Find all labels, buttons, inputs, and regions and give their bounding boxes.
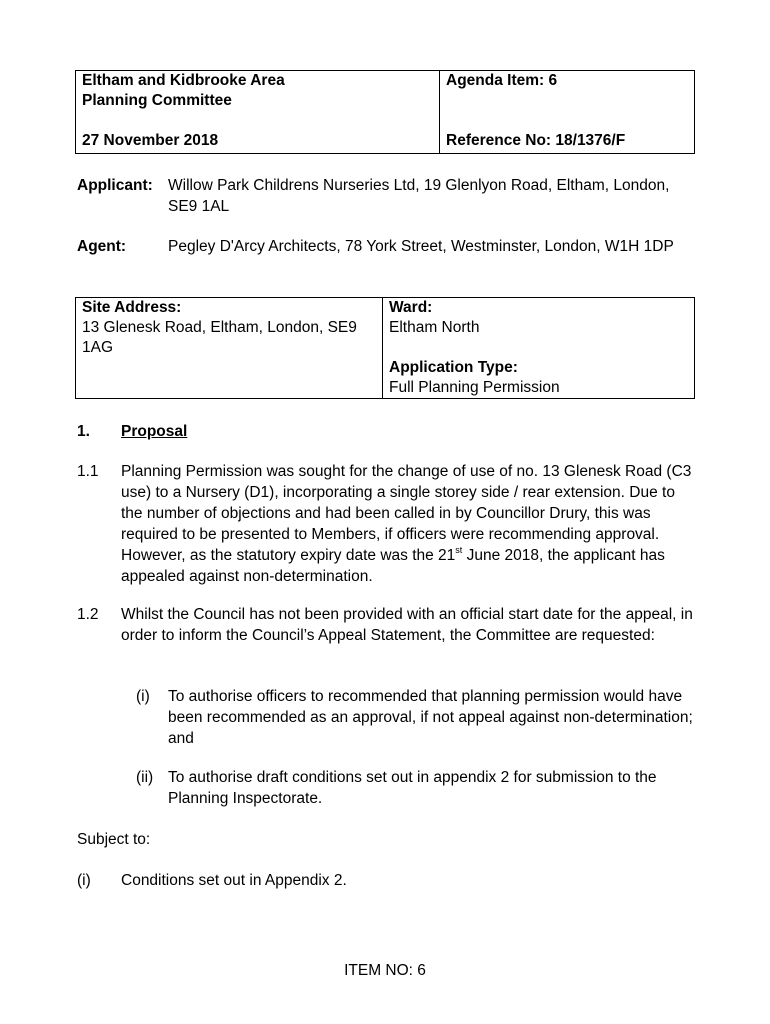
section-number: 1. (77, 423, 90, 440)
paragraph-number: 1.1 (77, 463, 99, 480)
page-footer: ITEM NO: 6 (344, 962, 426, 979)
committee-name-line1: Eltham and Kidbrooke Area (82, 72, 285, 89)
ordinal-suffix: st (455, 544, 463, 555)
applicant-row (77, 175, 697, 219)
site-address-value: 13 Glenesk Road, Eltham, London, SE9 1AG (82, 319, 357, 356)
paragraph-1-2 (77, 604, 697, 668)
condition-text: Conditions set out in Appendix 2. (121, 872, 347, 889)
paragraph-text-part-a: Planning Permission was sought for the change of use of no. 13 Glenesk Road (C3 use) to a Nursery (D1), incorporating a single storey side / rear extension. Due to the number of objections and had been called in by Councillor Drury, this was required to be presented to Members, if officers were recommending approval. However, as the statutory expiry date was the 21 (121, 463, 692, 564)
paragraph-1-1 (77, 461, 697, 587)
paragraph-number: 1.2 (77, 606, 99, 623)
agent-label: Agent: (77, 238, 127, 255)
site-address-cell (76, 298, 383, 399)
committee-name-line2: Planning Committee (82, 92, 232, 109)
condition-item (77, 870, 697, 892)
subitem-ii (136, 767, 696, 811)
agenda-item: Agenda Item: 6 (446, 72, 558, 89)
condition-number: (i) (77, 872, 91, 889)
application-type-value: Full Planning Permission (389, 379, 560, 396)
ward-cell (383, 298, 695, 399)
paragraph-text: Whilst the Council has not been provided with an official start date for the appeal, in order to inform the Council’s Appeal Statement, the Committee are requested: (121, 606, 693, 644)
agenda-cell (440, 71, 695, 154)
agent-value: Pegley D'Arcy Architects, 78 York Street, Westminster, London, W1H 1DP (168, 238, 674, 255)
application-type-label: Application Type: (389, 359, 518, 376)
paragraph-text (121, 461, 697, 587)
ward-label: Ward: (389, 299, 433, 316)
section-1-heading (77, 421, 697, 443)
ward-value: Eltham North (389, 319, 480, 336)
site-table (75, 297, 695, 399)
header-table (75, 70, 695, 154)
subitem-i (136, 686, 696, 750)
subitem-number: (ii) (136, 769, 154, 786)
subitem-text: To authorise draft conditions set out in appendix 2 for submission to the Planning Inspectorate. (168, 769, 657, 807)
subitem-text: To authorise officers to recommended that planning permission would have been recommended as an approval, if not appeal against non-determination; and (168, 688, 693, 747)
site-address-label: Site Address: (82, 299, 182, 316)
reference-number: Reference No: 18/1376/F (446, 132, 626, 149)
applicant-value: Willow Park Childrens Nurseries Ltd, 19 Glenlyon Road, Eltham, London, SE9 1AL (168, 177, 670, 215)
section-title: Proposal (121, 423, 188, 440)
subject-to (77, 829, 697, 851)
meeting-date: 27 November 2018 (82, 132, 219, 149)
committee-cell (76, 71, 440, 154)
subitem-number: (i) (136, 688, 150, 705)
applicant-label: Applicant: (77, 177, 153, 194)
paragraph-text-part-b: June 2018, the applicant has appealed against non-determination. (121, 547, 665, 585)
subject-to-text: Subject to: (77, 831, 151, 848)
agent-row (77, 236, 697, 280)
